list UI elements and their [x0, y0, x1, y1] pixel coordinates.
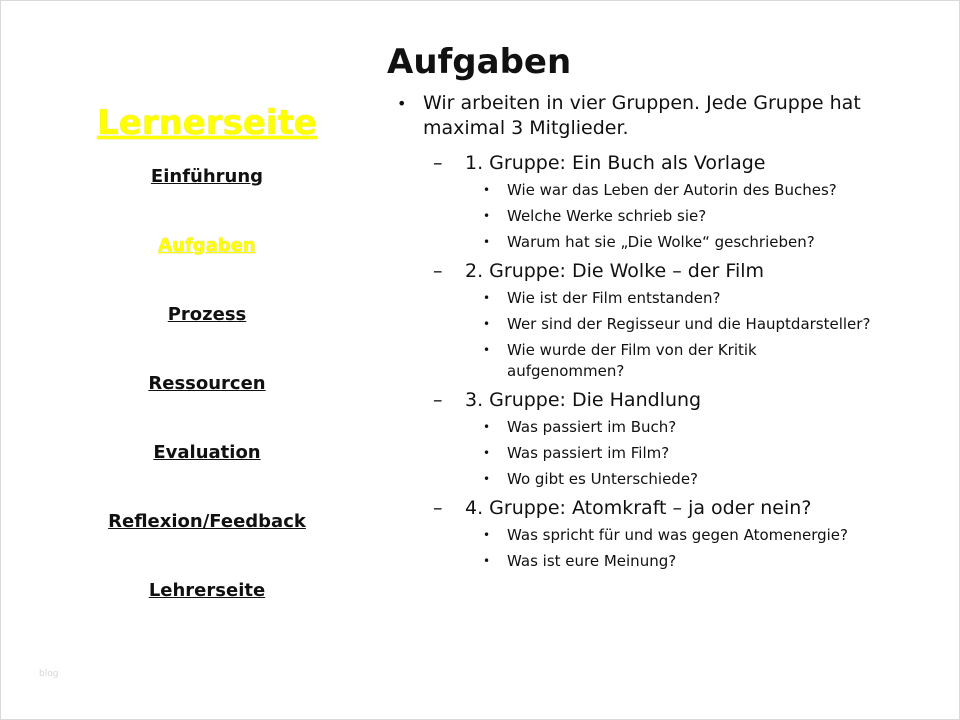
page-title: Aufgaben [387, 42, 572, 82]
watermark: blog [39, 669, 59, 679]
task-list [387, 91, 927, 577]
sidebar-item-aufgaben[interactable]: Aufgaben [158, 235, 256, 256]
bullet-icon: • [483, 343, 491, 357]
bullet-icon: • [483, 291, 491, 305]
bullet-icon: • [397, 94, 407, 113]
list-item [387, 443, 927, 464]
group-heading-text: 2. Gruppe: Die Wolke – der Film [465, 260, 765, 282]
bullet-icon: • [483, 235, 491, 249]
question-text: Wie war das Leben der Autorin des Buches? [507, 181, 837, 199]
list-item [387, 288, 927, 309]
list-item [387, 340, 817, 382]
sidebar-item-ressourcen[interactable]: Ressourcen [148, 373, 266, 394]
list-item [387, 551, 927, 572]
question-text: Wie ist der Film entstanden? [507, 289, 721, 307]
group-heading-text: 4. Gruppe: Atomkraft – ja oder nein? [465, 497, 812, 519]
list-item [387, 232, 927, 253]
bullet-icon: • [483, 446, 491, 460]
sidebar-brand-link[interactable]: Lernerseite [97, 103, 317, 143]
bullet-icon: • [483, 183, 491, 197]
question-text: Wer sind der Regisseur und die Hauptdarsteller? [507, 315, 871, 333]
question-text: Welche Werke schrieb sie? [507, 207, 707, 225]
bullet-icon: • [483, 317, 491, 331]
intro-item [387, 91, 927, 141]
question-text: Warum hat sie „Die Wolke“ geschrieben? [507, 233, 815, 251]
bullet-icon: • [483, 420, 491, 434]
list-item [387, 525, 927, 546]
sidebar-item-einfuehrung[interactable]: Einführung [150, 166, 264, 187]
sidebar-item-prozess[interactable]: Prozess [167, 304, 247, 325]
group-heading-text: 3. Gruppe: Die Handlung [465, 389, 702, 411]
dash-icon: – [433, 260, 443, 282]
question-text: Was passiert im Film? [507, 444, 670, 462]
dash-icon: – [433, 497, 443, 519]
group-heading [387, 496, 927, 521]
question-text: Was passiert im Buch? [507, 418, 677, 436]
dash-icon: – [433, 152, 443, 174]
group-heading [387, 388, 927, 413]
intro-text: Wir arbeiten in vier Gruppen. Jede Gruppe hat maximal 3 Mitglieder. [423, 92, 861, 139]
bullet-icon: • [483, 554, 491, 568]
bullet-icon: • [483, 209, 491, 223]
bullet-icon: • [483, 528, 491, 542]
question-text: Was spricht für und was gegen Atomenergie? [507, 526, 848, 544]
sidebar-nav [61, 97, 353, 648]
question-text: Was ist eure Meinung? [507, 552, 677, 570]
list-item [387, 469, 927, 490]
group-heading [387, 151, 927, 176]
list-item [387, 206, 927, 227]
sidebar-item-lehrerseite[interactable]: Lehrerseite [148, 580, 266, 601]
dash-icon: – [433, 389, 443, 411]
list-item [387, 417, 927, 438]
sidebar-item-evaluation[interactable]: Evaluation [153, 442, 261, 463]
list-item [387, 180, 927, 201]
question-text: Wo gibt es Unterschiede? [507, 470, 699, 488]
list-item [387, 314, 927, 335]
question-text: Wie wurde der Film von der Kritik aufgenommen? [507, 341, 757, 380]
group-heading-text: 1. Gruppe: Ein Buch als Vorlage [465, 152, 766, 174]
sidebar-item-reflexion-feedback[interactable]: Reflexion/Feedback [108, 511, 306, 532]
group-heading [387, 259, 927, 284]
bullet-icon: • [483, 472, 491, 486]
